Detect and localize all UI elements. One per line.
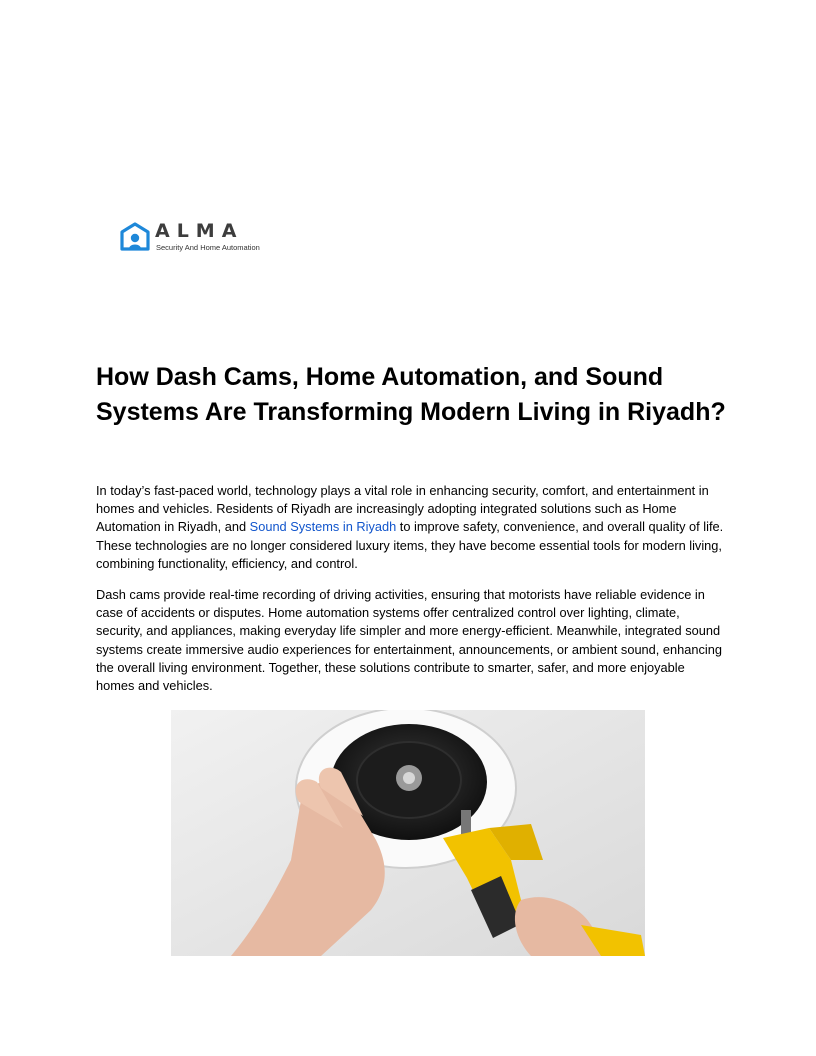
logo-tagline: Security And Home Automation <box>156 243 260 252</box>
sound-systems-link[interactable]: Sound Systems in Riyadh <box>249 519 397 535</box>
speaker-install-photo <box>171 710 645 956</box>
body-paragraph: Dash cams provide real-time recording of driving activities, ensuring that motorists have reliable evidence in case of accidents or disputes. Home automation systems offer centralized control over lighting, climate, security, and appliances, making everyday life simpler and more energy-efficient. Meanwhile, integrated sound systems create immersive audio experiences for entertainment, announcements, or ambient sound, enhancing the overall living environment. Together, these solutions contribute to smarter, safer, and more enjoyable homes and vehicles. <box>96 587 722 694</box>
intro-paragraph <box>96 482 726 573</box>
logo-wordmark: ALMA <box>155 220 244 242</box>
speaker-install-illustration <box>171 710 645 956</box>
intro-text-before: In today’s fast-paced world, technology plays a vital role in enhancing security, comfort, and entertainment in homes and vehicles. Residents of Riyadh are increasingly adopting integrated solutions such as Home Automation in Riyadh, and <box>96 483 709 535</box>
article-title: How Dash Cams, Home Automation, and Sound Systems Are Transforming Modern Living in Riyadh? <box>96 363 726 426</box>
intro-text-after: to improve safety, convenience, and overall quality of life. These technologies are no longer considered luxury items, they have become essential tools for modern living, combining functionality, efficiency, and control. <box>96 519 724 571</box>
alma-logo <box>119 220 269 256</box>
shield-house-icon <box>119 222 151 254</box>
